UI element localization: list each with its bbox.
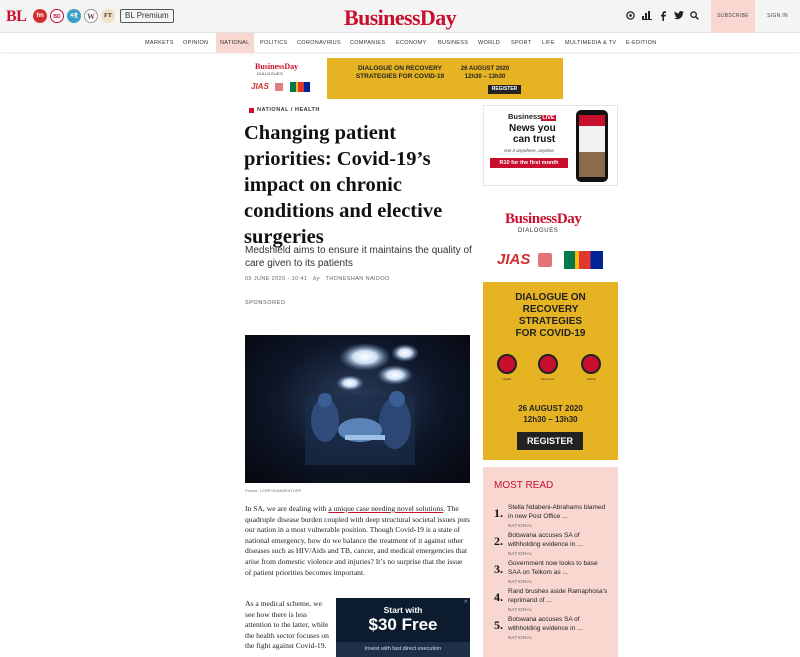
most-read-panel (483, 467, 618, 657)
ya-time-text: 12h30 – 13h30 (523, 415, 578, 424)
most-read-headline[interactable]: Botswana accuses SA of withholding evidence in ... (508, 532, 583, 548)
w-logo-icon[interactable]: W (84, 9, 98, 23)
fm-logo-icon[interactable]: fm (33, 9, 47, 23)
global-caption: Global (586, 377, 596, 381)
nav-item-politics[interactable]: POLITICS (260, 40, 288, 46)
most-read-item[interactable] (494, 504, 614, 532)
ya-line-4: FOR COVID-19 (515, 328, 586, 339)
phone-screen (579, 115, 605, 177)
bd-logo-icon[interactable]: BD (50, 9, 64, 23)
most-read-headline[interactable]: Botswana accuses SA of withholding evidence in ... (508, 616, 583, 632)
photo-caption: Picture: 123RF/KAMMENTORP (245, 488, 302, 493)
dialogues-label: DIALOGUES (518, 228, 559, 234)
top-ad-dialogues: DIALOGUES (257, 71, 284, 76)
most-read-title: MOST READ (494, 480, 554, 491)
globe-icon (581, 354, 601, 374)
health-caption: Health (502, 377, 512, 381)
article-body-paragraph-2: As a medical scheme, we see how there is less attention to the latter, while the health sector focuses on the fight against Covid-19. (245, 599, 329, 651)
article-author[interactable]: THONESHAN NAIDOO (325, 276, 390, 282)
dialogues-jias-logo: JIAS (497, 251, 531, 268)
nav-item-national[interactable]: NATIONAL (216, 33, 254, 53)
ft-logo-icon[interactable]: FT (101, 9, 115, 23)
ya-line-3: STRATEGIES (518, 316, 583, 327)
nav-item-e-edition[interactable]: E-EDITION (626, 40, 657, 46)
most-read-category: NATIONAL (508, 551, 533, 556)
main-nav (0, 33, 800, 53)
brand-south-africa-logo-icon (290, 82, 310, 92)
sponsor-logo-icon (538, 253, 552, 267)
sponsor-logo-icon (275, 83, 283, 91)
ya-date-text: 26 AUGUST 2020 (518, 404, 583, 413)
ya-line-1: DIALOGUE ON (515, 292, 586, 303)
businesslive-tagline: Get it anywhere, anytime (504, 148, 554, 153)
subscribe-button[interactable]: SUBSCRIBE (711, 0, 755, 33)
bl-live-badge: LIVE (542, 115, 555, 121)
article-byline (245, 276, 390, 282)
kicker-square-icon (249, 108, 254, 113)
most-read-number: 5. (494, 618, 503, 632)
nav-item-sport[interactable]: SPORT (511, 40, 532, 46)
article-standfirst: Medshield aims to ensure it maintains the quality of care given to its patients (245, 245, 472, 269)
most-read-item[interactable] (494, 588, 614, 616)
most-read-number: 4. (494, 590, 503, 604)
most-read-headline[interactable]: Government now looks to base SAA on Telkom as ... (508, 560, 598, 576)
sponsored-label: SPONSORED (245, 300, 286, 306)
most-read-number: 2. (494, 534, 503, 548)
sign-in-button[interactable]: SIGN IN (767, 13, 788, 19)
economic-caption: Economic (541, 377, 555, 381)
nav-item-business[interactable]: BUSINESS (438, 40, 469, 46)
twitter-icon[interactable] (674, 11, 684, 22)
yellow-ad-headline (483, 292, 618, 340)
inline-ad-start: Start with (383, 605, 423, 615)
ad-choices-icon[interactable]: ✕ (463, 599, 468, 605)
businesslive-news (509, 124, 556, 145)
businesslive-offer-button[interactable]: R10 for the first month (490, 158, 568, 168)
top-ad-jias-logo: JIAS (251, 82, 269, 91)
most-read-item[interactable] (494, 616, 614, 644)
yellow-ad-register-button[interactable]: REGISTER (517, 432, 583, 450)
podcast-icon[interactable] (626, 11, 635, 22)
most-read-headline[interactable]: Stella Ndabeni-Abrahams blamed in new Post Office ... (508, 504, 606, 520)
most-read-number: 1. (494, 506, 503, 520)
article-body-paragraph-1 (245, 504, 470, 578)
inline-trading-ad[interactable] (336, 598, 470, 657)
top-ad-logo-panel (245, 58, 327, 99)
dialogues-ad[interactable] (483, 203, 618, 276)
dialogues-brand: BusinessDay (505, 211, 582, 227)
search-icon[interactable] (690, 11, 699, 22)
top-ad-register-button[interactable]: REGISTER (488, 85, 521, 94)
top-ad-date-text: 26 AUGUST 2020 (460, 66, 510, 72)
inline-ad-free: $30 Free (368, 615, 438, 634)
covid-dialogue-ad[interactable] (483, 282, 618, 460)
article-headline: Changing patient priorities: Covid-19’s impact on chronic conditions and elective surgeries (244, 122, 443, 248)
nav-item-multimedia[interactable]: MULTIMEDIA & TV (565, 40, 617, 46)
article-photo (245, 335, 470, 483)
bl-premium-button[interactable]: BL Premium (120, 9, 174, 23)
article-date: 05 JUNE 2020 - 10:41 (245, 276, 308, 282)
top-ad-date (445, 65, 525, 81)
most-read-number: 3. (494, 562, 503, 576)
nav-item-life[interactable]: LIFE (542, 40, 555, 46)
economic-icon (538, 354, 558, 374)
most-read-headline[interactable]: Rand brushes aside Ramaphosa’s reprimand of ... (508, 588, 608, 604)
body1-post: . The quadruple disease burden coupled with deep structural societal issues puts our nation in a most vulnerable position. Though Covid-19 is a state of national emergency, how do we balance the treatment of it against other diseases such as HIV/Aids and TB, cancer, and medical emergencies that arise from domestic violence and injuries? It’s no surprise that the issue of patient priorities becomes important. (245, 504, 471, 577)
brand-south-africa-logo-icon (564, 251, 603, 269)
top-ad-time-text: 12h30 – 13h30 (464, 74, 506, 80)
sister-site-logo-icon[interactable]: ፍ፪ (67, 9, 81, 23)
top-bar (0, 0, 800, 33)
bl-title-text: Business (508, 112, 542, 121)
nav-item-companies[interactable]: COMPANIES (350, 40, 386, 46)
most-read-category: NATIONAL (508, 635, 533, 640)
chart-icon[interactable] (642, 11, 652, 22)
bl-news-line-2: can trust (513, 133, 556, 145)
ya-line-2: RECOVERY (522, 304, 579, 315)
brand-logo[interactable]: BusinessDay (344, 5, 456, 30)
nav-item-economy[interactable]: ECONOMY (396, 40, 427, 46)
bl-news-line-1: News you (509, 123, 556, 134)
body1-link[interactable]: a unique case needing novel solutions (328, 504, 444, 513)
nav-item-world[interactable]: WORLD (478, 40, 500, 46)
facebook-icon[interactable] (660, 11, 666, 23)
byline-by: by (313, 276, 320, 282)
inline-ad-invest: Invest with fast direct execution (336, 642, 470, 657)
most-read-category: NATIONAL (508, 607, 533, 612)
most-read-category: NATIONAL (508, 523, 533, 528)
nav-item-opinion[interactable]: OPINION (183, 40, 209, 46)
body1-pre: In SA, we are dealing with (245, 504, 329, 513)
most-read-item[interactable] (494, 560, 614, 588)
yellow-ad-date (483, 403, 618, 425)
most-read-category: NATIONAL (508, 579, 533, 584)
article-kicker[interactable]: NATIONAL / HEALTH (257, 107, 320, 113)
businesslive-title (508, 112, 556, 121)
health-icon (497, 354, 517, 374)
top-ad-brand: BusinessDay (255, 62, 299, 71)
businesslive-ad[interactable] (483, 105, 618, 186)
top-ad-headline: DIALOGUE ON RECOVERY STRATEGIES FOR COVID-19 (355, 65, 445, 80)
bl-logo[interactable]: BL (6, 8, 27, 25)
top-banner-ad[interactable] (245, 58, 563, 99)
most-read-item[interactable] (494, 532, 614, 560)
nav-item-coronavirus[interactable]: CORONAVIRUS (297, 40, 341, 46)
nav-item-markets[interactable]: MARKETS (145, 40, 174, 46)
